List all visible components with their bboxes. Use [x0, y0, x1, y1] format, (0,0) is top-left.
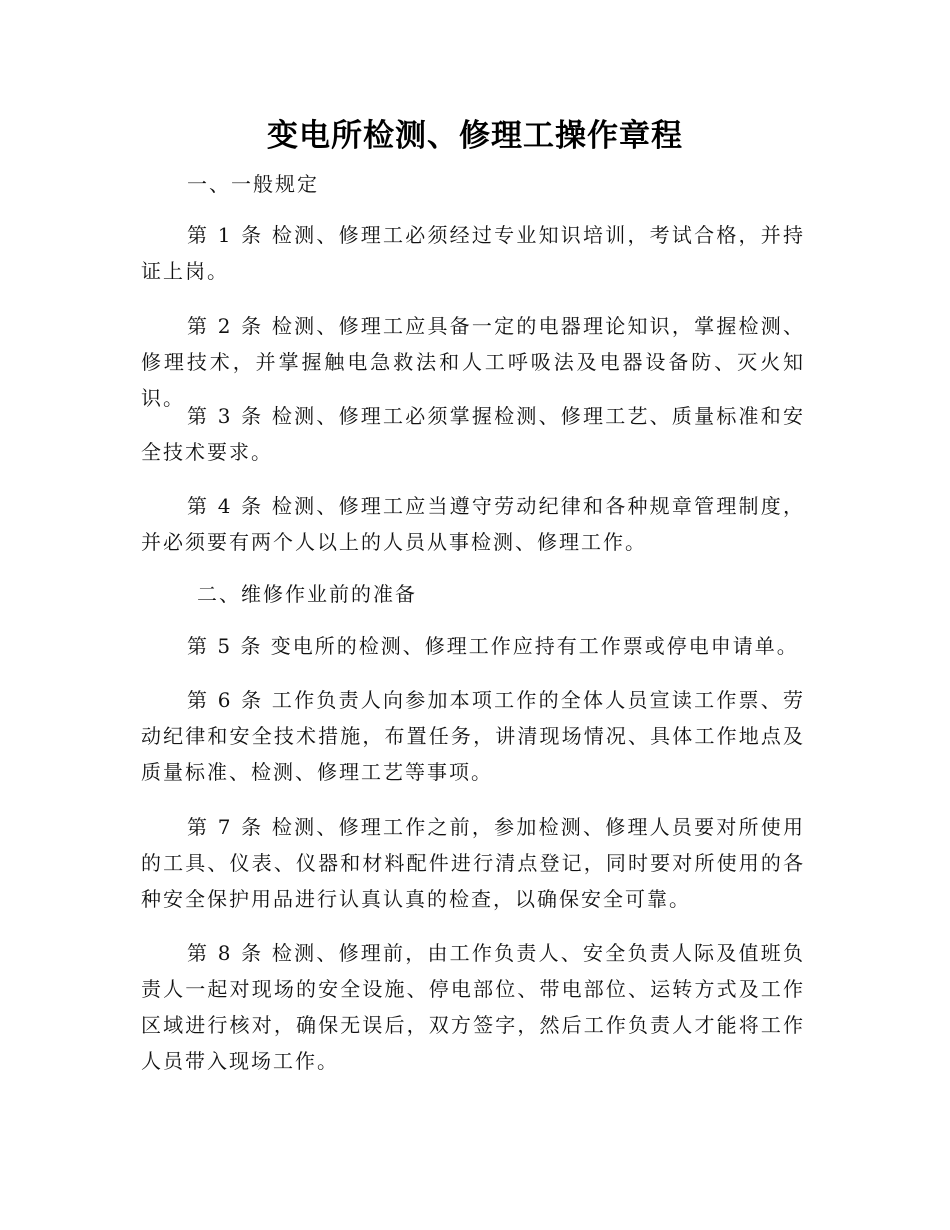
article-5: 第 5 条 变电所的检测、修理工作应持有工作票或停电申请单。: [187, 634, 799, 658]
article-6: 第 6 条 工作负责人向参加本项工作的全体人员宣读工作票、劳动纪律和安全技术措施，布置任务，讲清现场情况、具体工作地点及质量标准、检测、修理工艺等事项。: [141, 688, 805, 784]
article-4: 第 4 条 检测、修理工应当遵守劳动纪律和各种规章管理制度，并必须要有两个人以上的人员从事检测、修理工作。: [141, 494, 805, 554]
document-title: 变电所检测、修理工操作章程: [267, 118, 683, 154]
article-8: 第 8 条 检测、修理前，由工作负责人、安全负责人际及值班负责人一起对现场的安全设施、停电部位、带电部位、运转方式及工作区域进行核对，确保无误后，双方签字，然后工作负责人才能将工作人员带入现场工作。: [141, 941, 805, 1073]
article-3: 第 3 条 检测、修理工必须掌握检测、修理工艺、质量标准和安全技术要求。: [141, 404, 805, 464]
article-2: 第 2 条 检测、修理工应具备一定的电器理论知识，掌握检测、修理技术，并掌握触电急救法和人工呼吸法及电器设备防、灭火知识。: [141, 314, 805, 410]
section-heading-preparation: 二、维修作业前的准备: [197, 582, 417, 606]
article-7: 第 7 条 检测、修理工作之前，参加检测、修理人员要对所使用的工具、仪表、仪器和材料配件进行清点登记，同时要对所使用的各种安全保护用品进行认真认真的检查，以确保安全可靠。: [141, 815, 805, 911]
article-1: 第 1 条 检测、修理工必须经过专业知识培训，考试合格，并持证上岗。: [141, 223, 805, 283]
section-heading-general: 一、一般规定: [187, 172, 319, 196]
